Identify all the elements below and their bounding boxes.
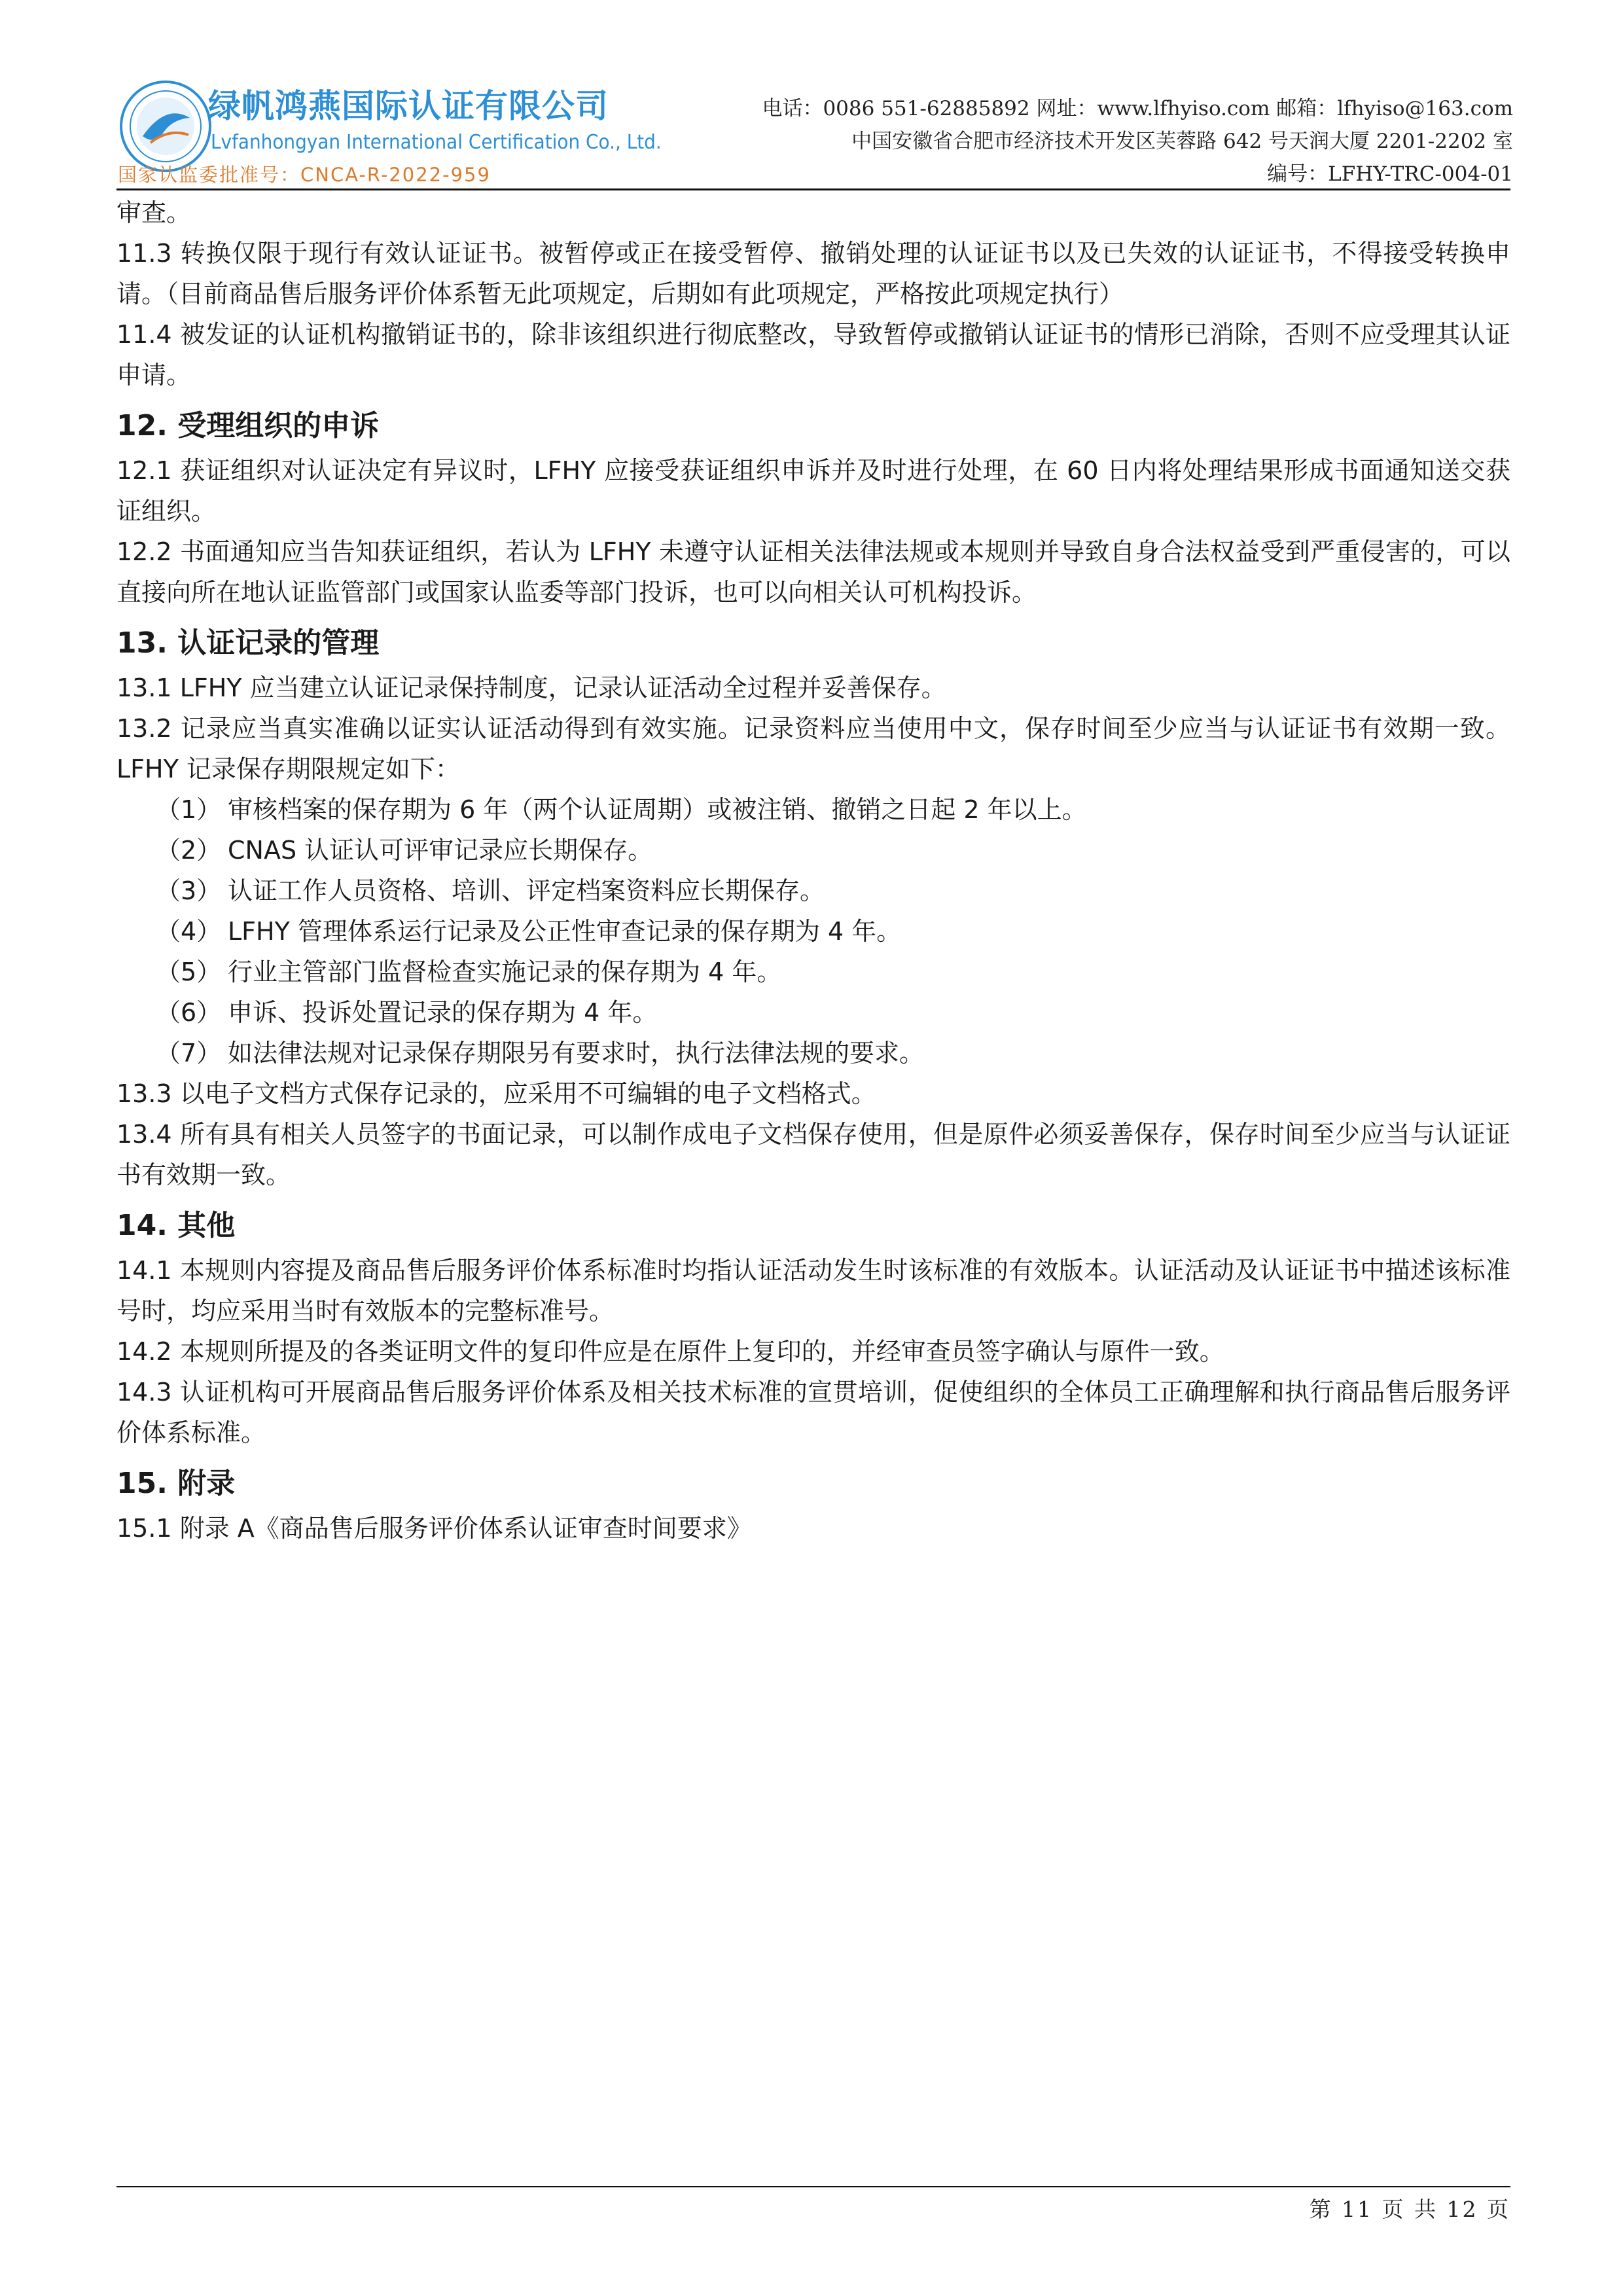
list-item xyxy=(116,830,1510,870)
paragraph-11-3: 11.3 转换仅限于现行有效认证证书。被暂停或正在接受暂停、撤销处理的认证证书以及已失效的认证证书，不得接受转换申请。（目前商品售后服务评价体系暂无此项规定，后期如有此项规定，严格按此项规定执行） xyxy=(116,239,1510,308)
document-body xyxy=(116,192,1510,1549)
section-heading-12: 12. 受理组织的申诉 xyxy=(116,409,380,442)
section-heading-15: 15. 附录 xyxy=(116,1467,236,1500)
list-item-text: LFHY 管理体系运行记录及公正性审查记录的保存期为 4 年。 xyxy=(228,917,902,946)
footer-divider xyxy=(116,2186,1510,2187)
paragraph: 审查。 xyxy=(116,198,192,227)
company-name-cn: 绿帆鸿燕国际认证有限公司 xyxy=(208,87,609,125)
list-item-marker: （5） xyxy=(156,958,222,986)
paragraph-11-4: 11.4 被发证的认证机构撤销证书的，除非该组织进行彻底整改，导致暂停或撤销认证证书的情形已消除，否则不应受理其认证申请。 xyxy=(116,320,1510,389)
paragraph-13-2: 13.2 记录应当真实准确以证实认证活动得到有效实施。记录资料应当使用中文，保存时间至少应当与认证证书有效期一致。LFHY 记录保存期限规定如下： xyxy=(116,714,1510,783)
address: 中国安徽省合肥市经济技术开发区芙蓉路 642 号天润大厦 2201-2202 室 xyxy=(851,130,1513,153)
section-heading-14: 14. 其他 xyxy=(116,1209,236,1242)
paragraph-14-2: 14.2 本规则所提及的各类证明文件的复印件应是在原件上复印的，并经审查员签字确认与原件一致。 xyxy=(116,1337,1224,1366)
list-item-marker: （4） xyxy=(156,917,222,946)
page-number: 第 11 页 共 12 页 xyxy=(1309,2197,1510,2222)
contact-info: 电话：0086 551-62885892 网址：www.lfhyiso.com 邮箱：lfhyiso@163.com xyxy=(762,97,1513,120)
list-item-text: 如法律法规对记录保存期限另有要求时，执行法律法规的要求。 xyxy=(228,1039,925,1067)
list-item-text: 审核档案的保存期为 6 年（两个认证周期）或被注销、撤销之日起 2 年以上。 xyxy=(228,795,1087,824)
section-heading-13: 13. 认证记录的管理 xyxy=(116,626,380,660)
paragraph-14-1: 14.1 本规则内容提及商品售后服务评价体系标准时均指认证活动发生时该标准的有效版本。认证活动及认证证书中描述该标准号时，均应采用当时有效版本的完整标准号。 xyxy=(116,1256,1510,1325)
list-item-text: 行业主管部门监督检查实施记录的保存期为 4 年。 xyxy=(228,958,782,986)
document-number: 编号：LFHY-TRC-004-01 xyxy=(1267,162,1513,186)
list-item-marker: （1） xyxy=(156,795,222,824)
list-item xyxy=(116,911,1510,952)
list-item xyxy=(116,1033,1510,1073)
paragraph-13-4: 13.4 所有具有相关人员签字的书面记录，可以制作成电子文档保存使用，但是原件必须妥善保存，保存时间至少应当与认证证书有效期一致。 xyxy=(116,1120,1510,1189)
list-item xyxy=(116,789,1510,830)
page-header xyxy=(0,0,1623,190)
list-item-text: CNAS 认证认可评审记录应长期保存。 xyxy=(228,836,653,865)
paragraph-15-1: 15.1 附录 A《商品售后服务评价体系认证审查时间要求》 xyxy=(116,1514,752,1543)
paragraph-12-1: 12.1 获证组织对认证决定有异议时，LFHY 应接受获证组织申诉并及时进行处理，在 60 日内将处理结果形成书面通知送交获证组织。 xyxy=(116,456,1510,526)
list-item-marker: （2） xyxy=(156,836,222,865)
paragraph-13-1: 13.1 LFHY 应当建立认证记录保持制度，记录认证活动全过程并妥善保存。 xyxy=(116,673,946,702)
list-item-marker: （6） xyxy=(156,998,222,1027)
paragraph-13-3: 13.3 以电子文档方式保存记录的，应采用不可编辑的电子文档格式。 xyxy=(116,1079,876,1108)
list-item xyxy=(116,870,1510,911)
paragraph-12-2: 12.2 书面通知应当告知获证组织，若认为 LFHY 未遵守认证相关法律法规或本规则并导致自身合法权益受到严重侵害的，可以直接向所在地认证监管部门或国家认监委等部门投诉，也可以向相关认可机构投诉。 xyxy=(116,537,1510,607)
paragraph-14-3: 14.3 认证机构可开展商品售后服务评价体系及相关技术标准的宣贯培训，促使组织的全体员工正确理解和执行商品售后服务评价体系标准。 xyxy=(116,1378,1510,1447)
list-item-marker: （3） xyxy=(156,876,222,905)
list-item-marker: （7） xyxy=(156,1039,222,1067)
list-item-text: 申诉、投诉处置记录的保存期为 4 年。 xyxy=(228,998,658,1027)
company-name-en: Lvfanhongyan International Certification Co., Ltd. xyxy=(211,131,662,154)
list-item xyxy=(116,952,1510,992)
header-divider xyxy=(116,188,1510,190)
list-item xyxy=(116,992,1510,1033)
approval-number: 国家认监委批准号：CNCA-R-2022-959 xyxy=(118,164,491,186)
list-item-text: 认证工作人员资格、培训、评定档案资料应长期保存。 xyxy=(228,876,825,905)
